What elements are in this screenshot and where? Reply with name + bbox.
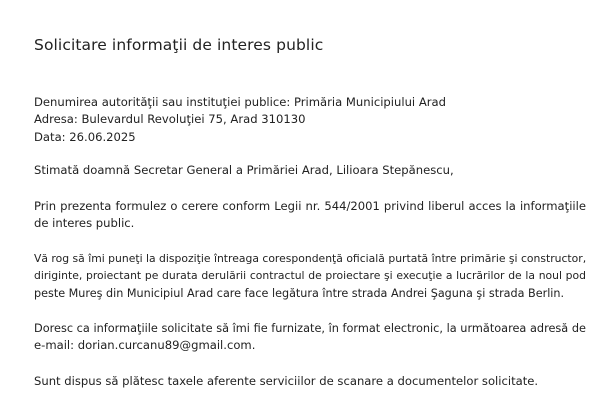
delivery-line-1: Doresc ca informaţiile solicitate să îmi fie furnizate, în format electronic, la următoarea adresă de — [34, 322, 586, 335]
request-paragraph — [34, 250, 586, 302]
fees-paragraph — [34, 373, 586, 390]
request-line-3: peste Mureş din Municipiul Arad care face legătura între strada Andrei Şaguna şi strada Berlin. — [34, 286, 565, 300]
intro-paragraph — [34, 198, 586, 233]
intro-line-2: de interes public. — [34, 216, 135, 231]
request-line-1: Vă rog să îmi puneţi la dispoziţie întreaga corespondenţă oficială purtată între primărie şi constructor, — [34, 252, 587, 265]
document-title: Solicitare informaţii de interes public — [34, 36, 324, 54]
greeting-paragraph — [34, 162, 586, 179]
authority-line: Denumirea autorităţii sau instituţiei publice: Primăria Municipiului Arad — [34, 95, 447, 109]
delivery-paragraph — [34, 320, 586, 355]
header-block — [34, 94, 586, 146]
address-line: Adresa: Bulevardul Revoluţiei 75, Arad 310130 — [34, 112, 306, 127]
fees-line: Sunt dispus să plătesc taxele aferente serviciilor de scanare a documentelor solicitate. — [34, 374, 539, 388]
request-line-2: diriginte, proiectant pe durata derulării contractul de proiectare şi execuţie a lucrărilor de la noul pod — [34, 269, 586, 283]
greeting-line: Stimată doamnă Secretar General a Primăriei Arad, Lilioara Stepănescu, — [34, 163, 454, 177]
date-line: Data: 26.06.2025 — [34, 129, 136, 144]
delivery-line-2: e-mail: dorian.curcanu89@gmail.com. — [34, 338, 256, 353]
intro-line-1: Prin prezenta formulez o cerere conform Legii nr. 544/2001 privind liberul acces la informaţiile — [34, 199, 586, 213]
